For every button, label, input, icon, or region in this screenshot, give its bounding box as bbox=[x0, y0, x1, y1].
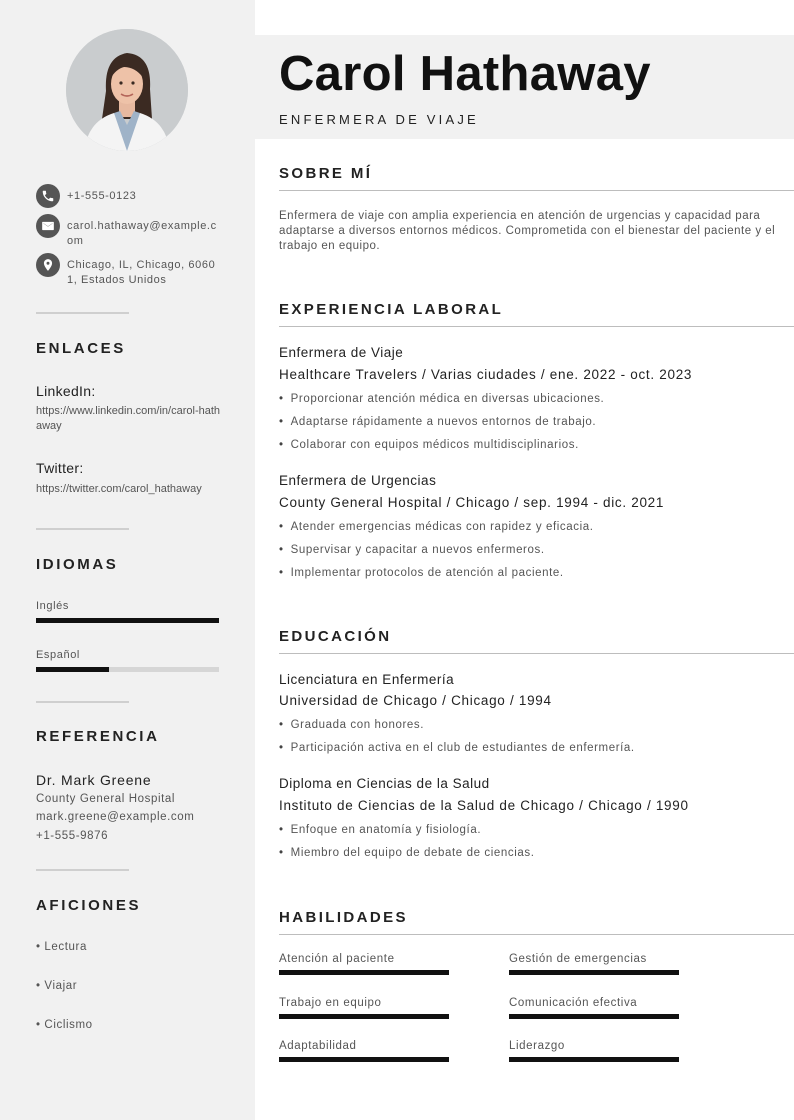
contact-email bbox=[36, 215, 219, 249]
sidebar-divider bbox=[36, 869, 129, 871]
section-rule bbox=[279, 190, 794, 191]
skill-name: Adaptabilidad bbox=[279, 1040, 357, 1052]
skill-level-bar bbox=[279, 1057, 449, 1062]
skill-level-fill bbox=[279, 1014, 449, 1019]
envelope-icon bbox=[36, 214, 60, 238]
job-title: ENFERMERA DE VIAJE bbox=[279, 112, 479, 127]
skill-level-bar bbox=[279, 970, 449, 975]
skills-heading: HABILIDADES bbox=[279, 909, 408, 926]
skill-level-bar bbox=[509, 1014, 679, 1019]
reference-heading: REFERENCIA bbox=[36, 728, 160, 745]
skill-name: Gestión de emergencias bbox=[509, 953, 647, 965]
education-bullet: • Participación activa en el club de estudiantes de enfermería. bbox=[279, 742, 635, 754]
experience-bullet: • Atender emergencias médicas con rapidez y eficacia. bbox=[279, 521, 594, 533]
language-name: Inglés bbox=[36, 600, 69, 612]
education-title: Licenciatura en Enfermería bbox=[279, 672, 455, 687]
phone-text: +1-555-0123 bbox=[67, 190, 137, 202]
hobby-label: Viajar bbox=[44, 980, 78, 992]
linkedin-label: LinkedIn: bbox=[36, 383, 96, 399]
section-rule bbox=[279, 326, 794, 327]
hobby-label: Lectura bbox=[44, 941, 87, 953]
phone-icon bbox=[36, 184, 60, 208]
skill-name: Trabajo en equipo bbox=[279, 997, 382, 1009]
about-text: Enfermera de viaje con amplia experiencia en atención de urgencias y capacidad para adaptarse a diversos entornos médicos. Comprometida con el bienestar del paciente y el trabajo en equipo. bbox=[279, 210, 776, 252]
skill-level-fill bbox=[509, 1057, 679, 1062]
language-level-bar bbox=[36, 618, 219, 623]
sidebar-divider bbox=[36, 312, 129, 314]
skill-level-fill bbox=[509, 1014, 679, 1019]
hobby-item: • Viajar bbox=[36, 980, 78, 992]
language-level-fill bbox=[36, 618, 219, 623]
skill-name: Liderazgo bbox=[509, 1040, 565, 1052]
contact-address bbox=[36, 254, 219, 288]
education-bullet: • Enfoque en anatomía y fisiología. bbox=[279, 824, 481, 836]
language-level-bar bbox=[36, 667, 219, 672]
skill-name: Atención al paciente bbox=[279, 953, 395, 965]
education-subtitle: Universidad de Chicago / Chicago / 1994 bbox=[279, 693, 552, 708]
contact-phone bbox=[36, 185, 219, 208]
experience-heading: EXPERIENCIA LABORAL bbox=[279, 301, 504, 318]
experience-title: Enfermera de Viaje bbox=[279, 345, 404, 360]
education-title: Diploma en Ciencias de la Salud bbox=[279, 776, 490, 791]
reference-email[interactable]: mark.greene@example.com bbox=[36, 811, 195, 823]
skill-name: Comunicación efectiva bbox=[509, 997, 638, 1009]
experience-bullet: • Adaptarse rápidamente a nuevos entornos de trabajo. bbox=[279, 416, 596, 428]
experience-title: Enfermera de Urgencias bbox=[279, 473, 437, 488]
sidebar-divider bbox=[36, 701, 129, 703]
experience-subtitle: County General Hospital / Chicago / sep. 1994 - dic. 2021 bbox=[279, 495, 665, 510]
experience-bullet: • Supervisar y capacitar a nuevos enfermeros. bbox=[279, 544, 545, 556]
skill-level-fill bbox=[279, 970, 449, 975]
avatar bbox=[66, 29, 188, 151]
experience-bullet: • Implementar protocolos de atención al paciente. bbox=[279, 567, 564, 579]
candidate-name: Carol Hathaway bbox=[279, 47, 651, 101]
education-bullet: • Miembro del equipo de debate de ciencias. bbox=[279, 847, 535, 859]
hobby-item: • Ciclismo bbox=[36, 1019, 93, 1031]
skill-level-fill bbox=[279, 1057, 449, 1062]
education-subtitle: Instituto de Ciencias de la Salud de Chicago / Chicago / 1990 bbox=[279, 798, 689, 813]
education-bullet: • Graduada con honores. bbox=[279, 719, 424, 731]
twitter-link[interactable]: https://twitter.com/carol_hathaway bbox=[36, 483, 202, 495]
section-rule bbox=[279, 653, 794, 654]
languages-heading: IDIOMAS bbox=[36, 556, 119, 573]
experience-subtitle: Healthcare Travelers / Varias ciudades / ene. 2022 - oct. 2023 bbox=[279, 367, 693, 382]
about-heading: SOBRE MÍ bbox=[279, 165, 373, 182]
sidebar bbox=[0, 0, 255, 1120]
profile-photo-icon bbox=[66, 29, 188, 151]
linkedin-link[interactable]: https://www.linkedin.com/in/carol-hathaway bbox=[36, 405, 221, 432]
reference-organization: County General Hospital bbox=[36, 793, 176, 805]
hobbies-heading: AFICIONES bbox=[36, 897, 142, 914]
hobby-label: Ciclismo bbox=[44, 1019, 93, 1031]
language-level-fill bbox=[36, 667, 109, 672]
address-text: Chicago, IL, Chicago, 60601, Estados Unidos bbox=[67, 259, 216, 286]
language-name: Español bbox=[36, 649, 80, 661]
sidebar-divider bbox=[36, 528, 129, 530]
reference-phone: +1-555-9876 bbox=[36, 830, 109, 842]
skill-level-bar bbox=[509, 970, 679, 975]
skill-level-fill bbox=[509, 970, 679, 975]
education-heading: EDUCACIÓN bbox=[279, 628, 392, 645]
twitter-label: Twitter: bbox=[36, 460, 84, 476]
map-pin-icon bbox=[36, 253, 60, 277]
skill-level-bar bbox=[279, 1014, 449, 1019]
section-rule bbox=[279, 934, 794, 935]
email-link[interactable]: carol.hathaway@example.com bbox=[67, 220, 217, 247]
reference-name: Dr. Mark Greene bbox=[36, 772, 152, 788]
experience-bullet: • Colaborar con equipos médicos multidisciplinarios. bbox=[279, 439, 579, 451]
experience-bullet: • Proporcionar atención médica en diversas ubicaciones. bbox=[279, 393, 604, 405]
links-heading: ENLACES bbox=[36, 340, 126, 357]
hobby-item: • Lectura bbox=[36, 941, 87, 953]
skill-level-bar bbox=[509, 1057, 679, 1062]
